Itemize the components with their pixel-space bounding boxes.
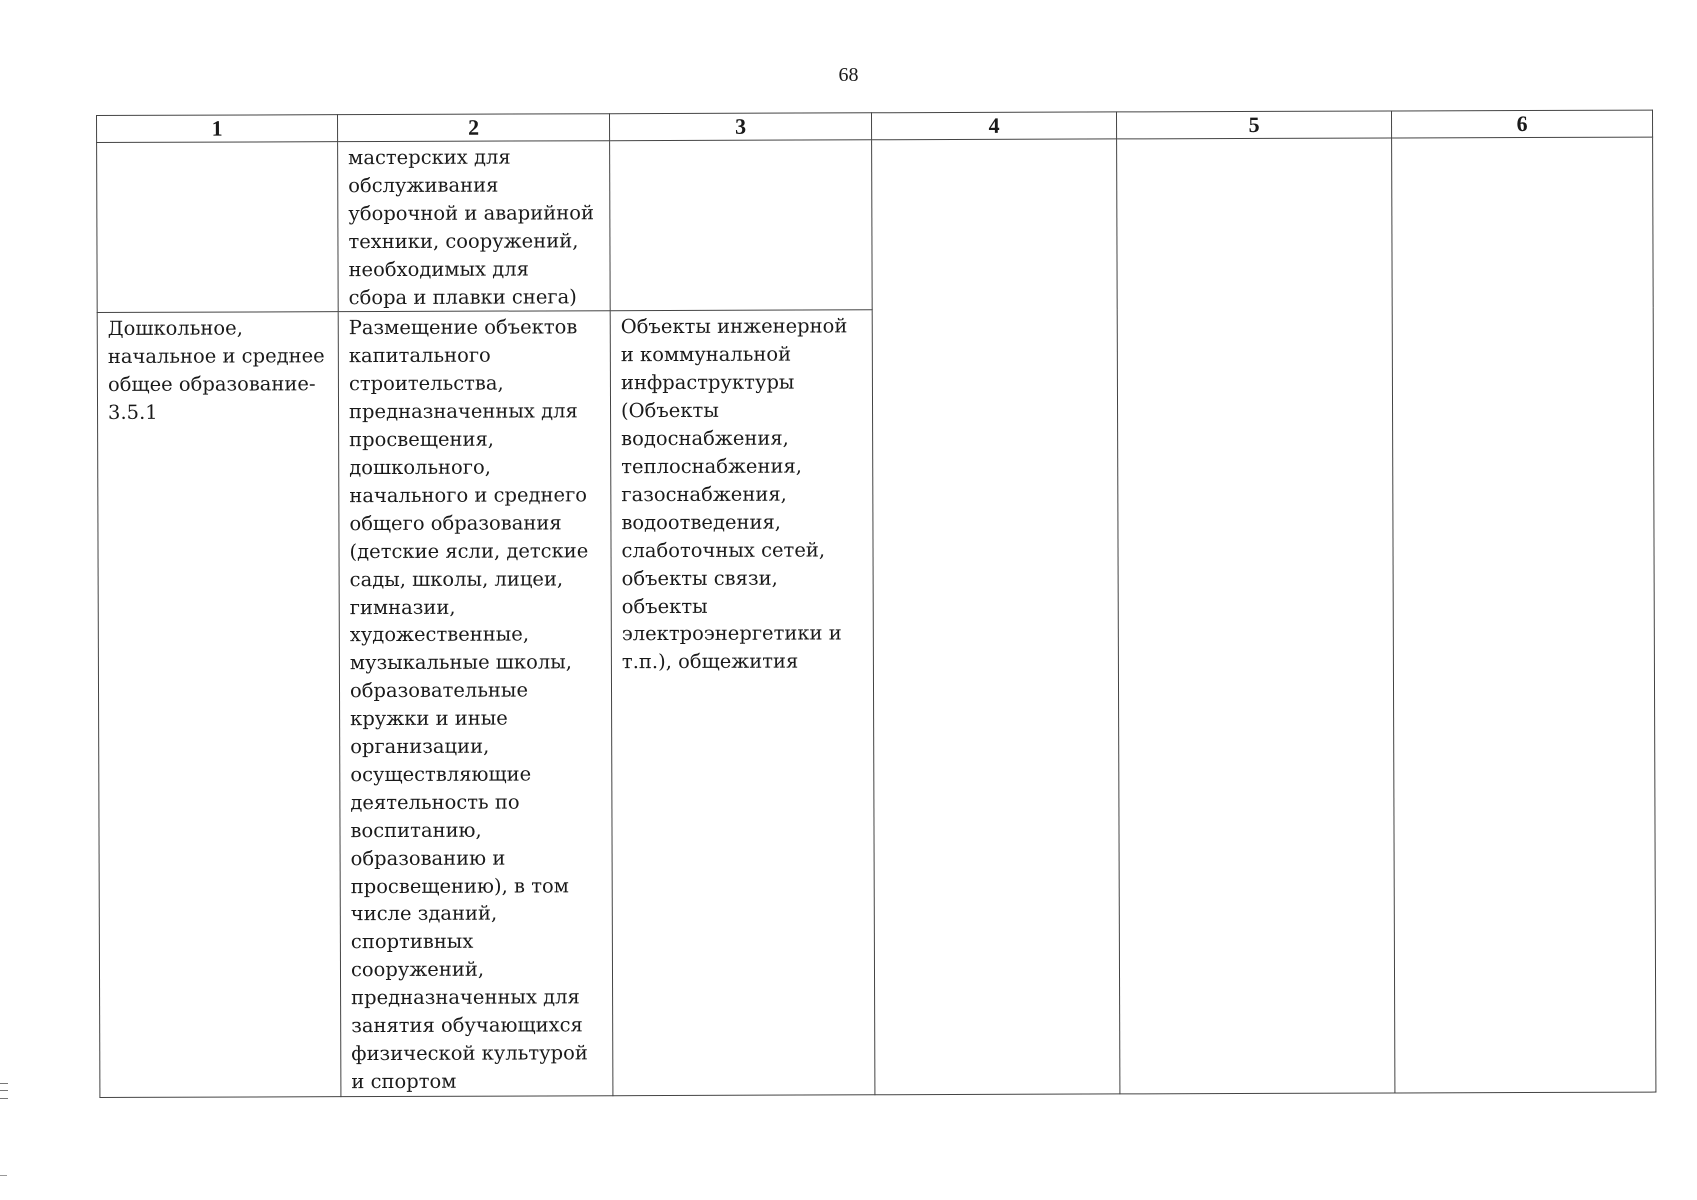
table-cell-empty [1117, 138, 1395, 1094]
column-header-6: 6 [1391, 110, 1652, 138]
table-cell-empty [1392, 137, 1656, 1093]
scan-margin-mark [0, 1175, 7, 1176]
table-cell: Объекты инженерной и коммунальной инфраструктуры (Объекты водоснабжения, теплоснабжения, газоснабжения, водоотведения, слаботочных сетей, объекты связи, объекты электроэнергетики и т.п.), общежития [610, 310, 875, 1095]
column-header-3: 3 [609, 113, 871, 141]
table-cell [97, 142, 339, 313]
table-cell [610, 140, 873, 311]
column-header-5: 5 [1116, 111, 1391, 139]
scan-margin-mark [0, 1083, 8, 1099]
table-cell-empty [872, 139, 1120, 1095]
column-header-4: 4 [871, 112, 1116, 140]
table-cell: Дошкольное, начальное и среднее общее образование- 3.5.1 [97, 312, 341, 1097]
table-row [97, 137, 1654, 313]
table-cell: мастерских для обслуживания уборочной и аварийной техники, сооружений, необходимых для сбора и плавки снега) [338, 141, 611, 312]
document-table [96, 110, 1656, 1098]
column-header-2: 2 [338, 114, 610, 142]
table-cell: Размещение объектов капитального строительства, предназначенных для просвещения, дошкольного, начального и среднего общего образования (детские ясли, детские сады, школы, лицеи, гимназии, художественные, музыкальные школы, образовательные кружки и иные организации, осуществляющие деятельность по воспитанию, образованию и просвещению), в том числе зданий, спортивных сооружений, предназначенных для занятия обучающихся физической культурой и спортом [338, 311, 613, 1096]
page-number: 68 [838, 64, 859, 86]
column-header-1: 1 [97, 115, 338, 143]
